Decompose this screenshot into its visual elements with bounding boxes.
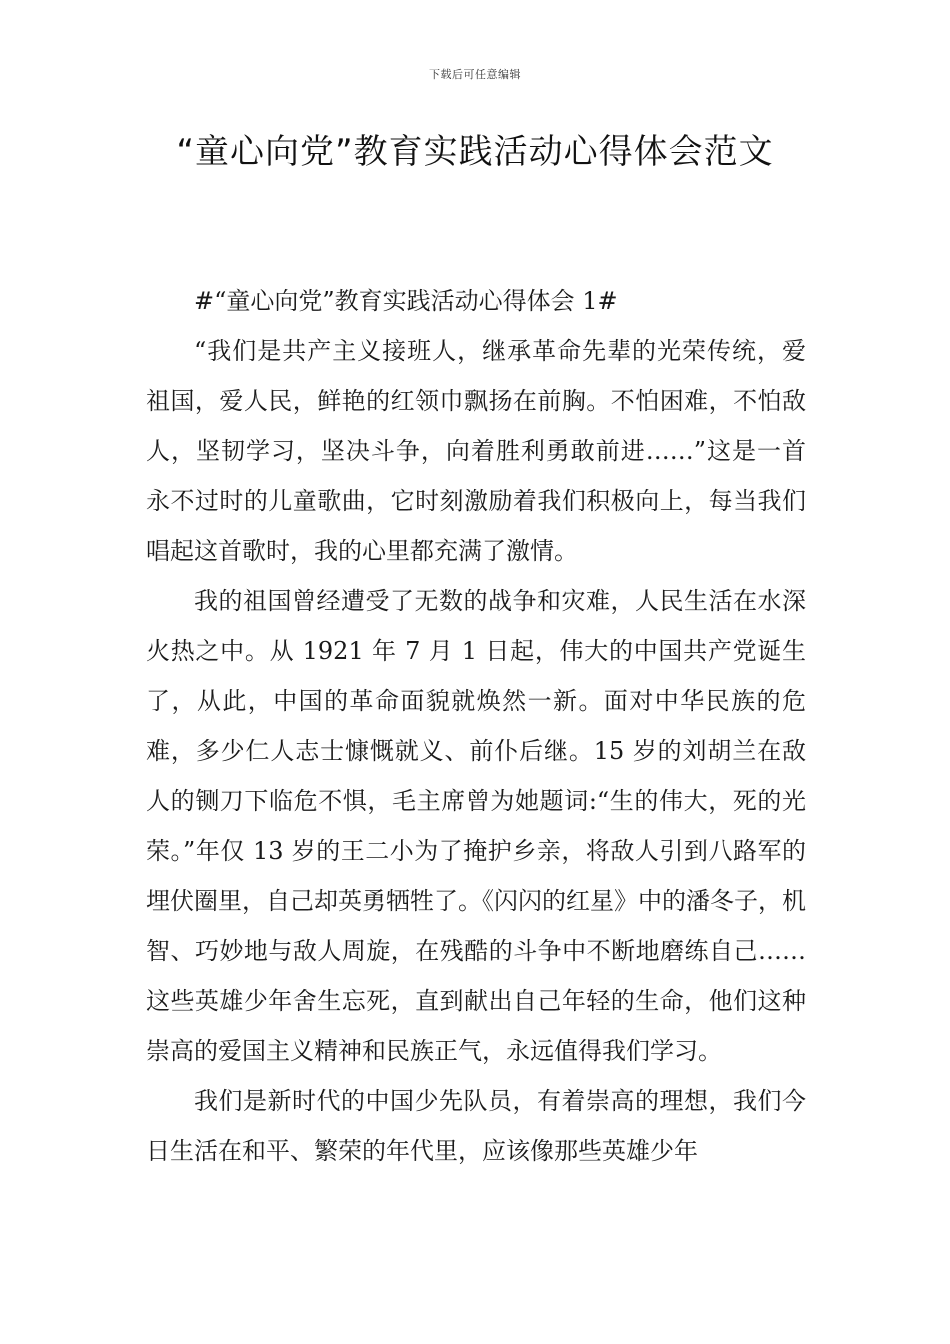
paragraph-1: “我们是共产主义接班人，继承革命先辈的光荣传统，爱祖国，爱人民，鲜艳的红领巾飘扬在前胸。不怕困难，不怕敌人，坚韧学习，坚决斗争，向着胜利勇敢前进……”这是一首永不过时的儿童歌曲，它时刻激励着我们积极向上，每当我们唱起这首歌时，我的心里都充满了激情。 [146, 337, 806, 565]
section-heading: #“童心向党”教育实践活动心得体会 1# [194, 287, 618, 315]
paragraph-2: 我的祖国曾经遭受了无数的战争和灾难，人民生活在水深火热之中。从 1921 年 7 月 1 日起，伟大的中国共产党诞生了，从此，中国的革命面貌就焕然一新。面对中华民族的危难，多少仁人志士慷慨就义、前仆后继。15 岁的刘胡兰在敌人的铡刀下临危不惧，毛主席曾为她题词:“生的伟大，死的光荣。”年仅 13 岁的王二小为了掩护乡亲，将敌人引到八路军的埋伏圈里，自己却英勇牺牲了。《闪闪的红星》中的潘冬子，机智、巧妙地与敌人周旋，在残酷的斗争中不断地磨练自己……这些英雄少年舍生忘死，直到献出自己年轻的生命，他们这种崇高的爱国主义精神和民族正气，永远值得我们学习。 [146, 587, 806, 1065]
document-title: “童心向党”教育实践活动心得体会范文 [176, 132, 774, 172]
download-note: 下载后可任意编辑 [429, 68, 521, 81]
document-body [146, 276, 806, 1176]
paragraph-3: 我们是新时代的中国少先队员，有着崇高的理想，我们今日生活在和平、繁荣的年代里，应该像那些英雄少年 [146, 1087, 806, 1165]
